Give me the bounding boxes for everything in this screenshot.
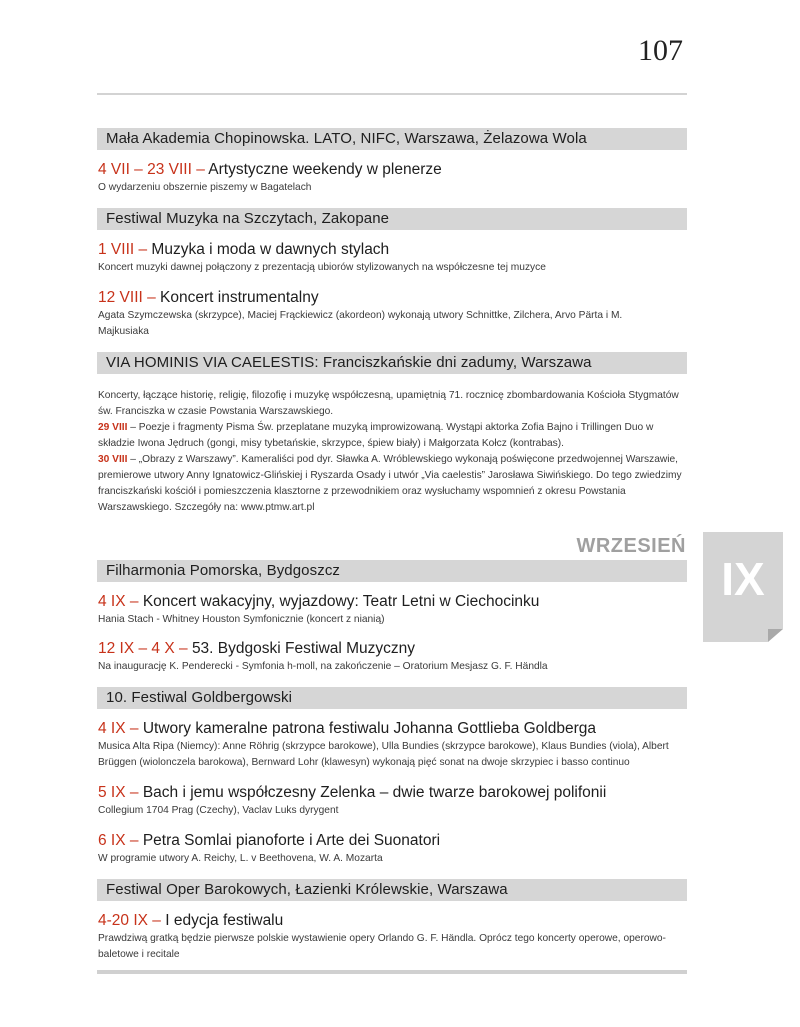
event-title bbox=[98, 161, 442, 179]
section-title: Festiwal Muzyka na Szczytach, Zakopane bbox=[106, 210, 390, 227]
event-name: I edycja festiwalu bbox=[165, 912, 284, 929]
event-title bbox=[98, 593, 539, 611]
section-title: Festiwal Oper Barokowych, Łazienki Królewskie, Warszawa bbox=[106, 881, 508, 898]
event-title bbox=[98, 640, 415, 658]
event-title bbox=[98, 784, 606, 802]
event-text: – Poezje i fragmenty Pisma Św. przeplatane muzyką improwizowaną. Wystąpi aktorka Zofia Bajno i Trillingen Duo w składzie Iwona Jędruch (gongi, misy tybetańskie, skrzypce, śpiew biały) i Małgorzata Kołcz (kontrabas). bbox=[98, 422, 654, 449]
event-description bbox=[98, 452, 688, 516]
event-title bbox=[98, 832, 440, 850]
section-header bbox=[97, 352, 687, 374]
event-name: 53. Bydgoski Festiwal Muzyczny bbox=[191, 640, 416, 657]
event-date: 5 IX – bbox=[98, 784, 143, 801]
event-date: 4 IX – bbox=[98, 593, 143, 610]
event-description: Collegium 1704 Prag (Czechy), Vaclav Luks dyrygent bbox=[98, 805, 339, 816]
section-header bbox=[97, 128, 687, 150]
event-name: Utwory kameralne patrona festiwalu Johanna Gottlieba Goldberga bbox=[142, 720, 597, 737]
section-header bbox=[97, 208, 687, 230]
top-rule bbox=[97, 93, 687, 95]
section-intro: Koncerty, łączące historię, religię, filozofię i muzykę współczesną, upamiętnią 71. rocznicę zbombardowania Kościoła Stygmatów św. Franciszka w czasie Powstania Warszawskiego. bbox=[98, 390, 679, 417]
event-date: 1 VIII – bbox=[98, 241, 152, 258]
event-title bbox=[98, 912, 283, 930]
section-header bbox=[97, 879, 687, 901]
month-roman: IX bbox=[721, 553, 765, 605]
event-title bbox=[98, 289, 319, 307]
section-title: Filharmonia Pomorska, Bydgoszcz bbox=[106, 562, 341, 579]
section-title: 10. Festiwal Goldbergowski bbox=[106, 689, 293, 706]
section-header bbox=[97, 687, 687, 709]
event-description bbox=[98, 420, 688, 452]
event-date: 12 IX – 4 X – bbox=[98, 640, 192, 657]
event-description: Hania Stach - Whitney Houston Symfonicznie (koncert z nianią) bbox=[98, 614, 385, 625]
event-name: Koncert wakacyjny, wyjazdowy: Teatr Letni w Ciechocinku bbox=[142, 593, 540, 610]
month-tab bbox=[703, 532, 783, 642]
event-description: Koncert muzyki dawnej połączony z prezentacją ubiorów stylizowanych na współczesne tej muzyce bbox=[98, 262, 546, 273]
event-description: O wydarzeniu obszernie piszemy w Bagatelach bbox=[98, 182, 312, 193]
page-curl-icon bbox=[768, 629, 783, 642]
event-title bbox=[98, 720, 596, 738]
event-title bbox=[98, 241, 389, 259]
event-date: 30 VIII bbox=[98, 454, 128, 465]
event-date: 6 IX – bbox=[98, 832, 143, 849]
page-number: 107 bbox=[638, 34, 683, 67]
event-description: Agata Szymczewska (skrzypce), Maciej Frąckiewicz (akordeon) wykonają utwory Schnittke, Zilchera, Arvo Pärta i M. Majkusiaka bbox=[98, 310, 623, 337]
section-title: VIA HOMINIS VIA CAELESTIS: Franciszkańskie dni zadumy, Warszawa bbox=[106, 354, 592, 371]
event-text: – „Obrazy z Warszawy”. Kameraliści pod dyr. Sławka A. Wróblewskiego wykonają poświęcone przedwojennej Warszawie, premierowe utwory Anny Ignatowicz-Glińskiej i Ryszarda Osady i utwór „Via caelestis” Jarosława Siwińskiego. Do tego zwiedzimy franciszkański kościół i pomieszczenia klasztorne z przewodnikiem oraz wysłuchamy wspomnień z okresu Powstania Warszawskiego. Szczegóły na: www.ptmw.art.pl bbox=[98, 454, 682, 513]
event-name: Muzyka i moda w dawnych stylach bbox=[151, 241, 390, 258]
event-date: 4 VII – 23 VIII – bbox=[98, 161, 209, 178]
event-description: Prawdziwą gratką będzie pierwsze polskie wystawienie opery Orlando G. F. Händla. Oprócz tego koncerty operowe, operowo-baletowe i recitale bbox=[98, 933, 666, 960]
month-heading: WRZESIEŃ bbox=[576, 535, 686, 557]
event-name: Artystyczne weekendy w plenerze bbox=[208, 161, 442, 178]
section-title: Mała Akademia Chopinowska. LATO, NIFC, Warszawa, Żelazowa Wola bbox=[106, 130, 587, 147]
event-date: 12 VIII – bbox=[98, 289, 161, 306]
section-header bbox=[97, 560, 687, 582]
event-date: 4-20 IX – bbox=[98, 912, 166, 929]
event-date: 4 IX – bbox=[98, 720, 143, 737]
event-date: 29 VIII bbox=[98, 422, 128, 433]
event-description: Musica Alta Ripa (Niemcy): Anne Röhrig (skrzypce barokowe), Ulla Bundies (skrzypce barokowe), Klaus Bundies (viola), Albert Brüggen (wiolonczela barokowa), Bernward Lohr (klawesyn) wykonają pięć sonat na dwoje skrzypiec i basso continuo bbox=[98, 741, 669, 768]
event-description: Na inaugurację K. Penderecki - Symfonia h-moll, na zakończenie – Oratorium Mesjasz G. F. Händla bbox=[98, 661, 548, 672]
bottom-rule bbox=[97, 970, 687, 974]
event-name: Koncert instrumentalny bbox=[160, 289, 319, 306]
event-name: Bach i jemu współczesny Zelenka – dwie twarze barokowej polifonii bbox=[142, 784, 607, 801]
event-description: W programie utwory A. Reichy, L. v Beethovena, W. A. Mozarta bbox=[98, 853, 383, 864]
event-name: Petra Somlai pianoforte i Arte dei Suonatori bbox=[142, 832, 441, 849]
